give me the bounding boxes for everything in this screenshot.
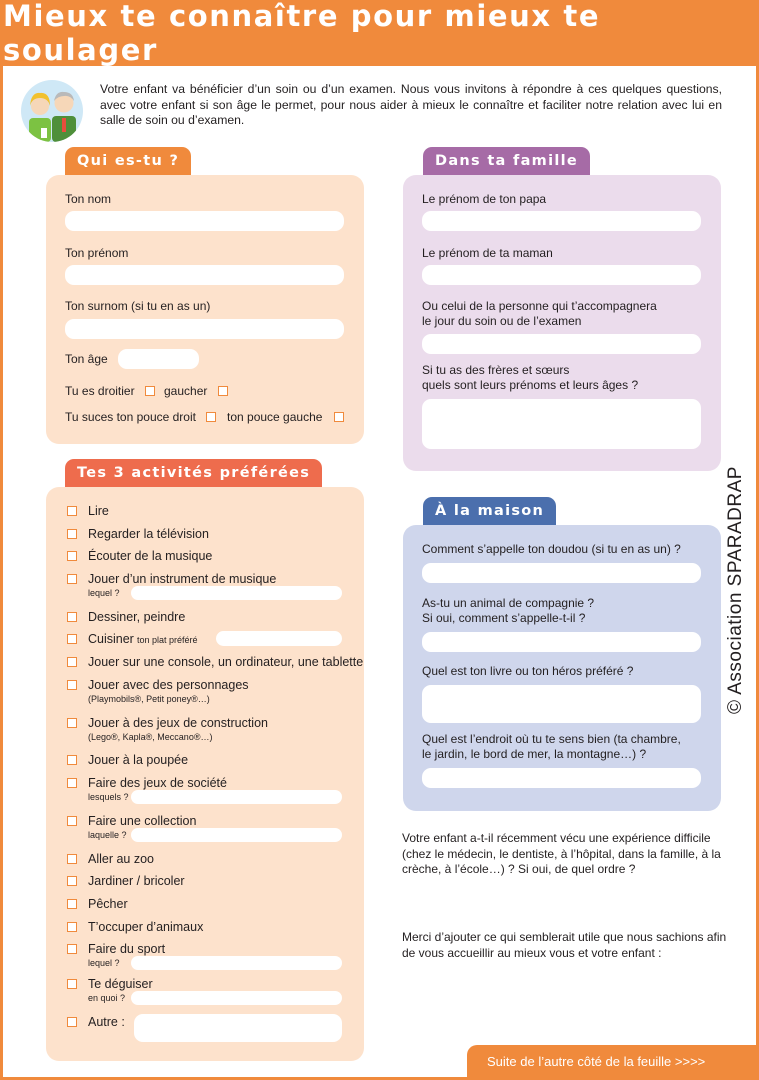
- activity-sub-prompt: lequel ?: [88, 958, 120, 968]
- activity-label: Jouer avec des personnages: [88, 678, 249, 692]
- pouce-gauche-checkbox[interactable]: [334, 412, 344, 422]
- papa-field[interactable]: [422, 211, 701, 231]
- activity-checkbox[interactable]: [67, 574, 77, 584]
- activity-checkbox[interactable]: [67, 718, 77, 728]
- tab-qui-es-tu: Qui es-tu ?: [65, 147, 191, 175]
- tab-dans-ta-famille: Dans ta famille: [423, 147, 590, 175]
- nom-label: Ton nom: [65, 192, 112, 206]
- activity-checkbox[interactable]: [67, 944, 77, 954]
- surnom-label: Ton surnom (si tu en as un): [65, 299, 211, 313]
- activity-label: Écouter de la musique: [88, 549, 213, 563]
- droitier-label: Tu es droitier: [65, 384, 135, 398]
- pouce-droit-label: Tu suces ton pouce droit: [65, 410, 196, 424]
- doudou-label: Comment s’appelle ton doudou (si tu en as un) ?: [422, 542, 681, 556]
- activity-label: Lire: [88, 504, 109, 518]
- endroit-label-line1: Quel est l’endroit où tu te sens bien (ta chambre,: [422, 732, 681, 746]
- pouce-droit-checkbox[interactable]: [206, 412, 216, 422]
- gaucher-label: gaucher: [164, 384, 208, 398]
- maman-field[interactable]: [422, 265, 701, 285]
- freres-field[interactable]: [422, 399, 701, 449]
- activity-label: Aller au zoo: [88, 852, 155, 866]
- intro-text: Votre enfant va bénéficier d’un soin ou d’un examen. Nous vous invitons à répondre à ces quelques questions, avec votre enfant si son âge le permet, pour nous aider à mieux le connaître et faciliter notre relation avec lui en salle de soin ou d’examen.: [100, 82, 722, 128]
- activity-checkbox[interactable]: [67, 922, 77, 932]
- freres-label-line2: quels sont leurs prénoms et leurs âges ?: [422, 378, 639, 392]
- tab-activites: Tes 3 activités préférées: [65, 459, 322, 487]
- activity-checkbox[interactable]: [67, 1017, 77, 1027]
- activity-checkbox[interactable]: [67, 979, 77, 989]
- activity-checkbox[interactable]: [67, 680, 77, 690]
- activity-label: Jouer à des jeux de construction: [88, 716, 268, 730]
- activity-sub-prompt: (Playmobils®, Petit poney®…): [88, 694, 210, 704]
- animal-label-line2: Si oui, comment s’appelle-t-il ?: [422, 611, 586, 625]
- accompagnant-label-line1: Ou celui de la personne qui t’accompagnera: [422, 299, 657, 313]
- next-page-link[interactable]: Suite de l’autre côté de la feuille >>>>: [467, 1045, 759, 1077]
- activity-sub-prompt: en quoi ?: [88, 993, 126, 1003]
- activity-label: Faire des jeux de société: [88, 776, 227, 790]
- pouce-gauche-label: ton pouce gauche: [227, 410, 323, 424]
- activity-checkbox[interactable]: [67, 816, 77, 826]
- activity-label: Jouer sur une console, un ordinateur, une tablette: [88, 655, 364, 669]
- activity-inline-prompt: ton plat préféré: [137, 635, 198, 645]
- activity-label: Te déguiser: [88, 977, 153, 991]
- parents-illustration: [21, 80, 83, 142]
- prenom-label: Ton prénom: [65, 246, 129, 260]
- age-field[interactable]: [118, 349, 199, 369]
- activity-checkbox[interactable]: [67, 755, 77, 765]
- activity-detail-field[interactable]: [131, 828, 342, 842]
- accompagnant-label-line2: le jour du soin ou de l’examen: [422, 314, 582, 328]
- papa-label: Le prénom de ton papa: [422, 192, 547, 206]
- activity-label: Faire une collection: [88, 814, 197, 828]
- activity-detail-field[interactable]: [216, 631, 342, 646]
- activity-checkbox[interactable]: [67, 506, 77, 516]
- experience-question: Votre enfant a-t-il récemment vécu une expérience difficile (chez le médecin, le dentiste, à l’hôpital, dans la famille, à la crèche, à l’école…) ? Si oui, de quel ordre ?: [402, 831, 721, 877]
- maison-section: [403, 525, 721, 811]
- activity-sub-prompt: lesquels ?: [88, 792, 129, 802]
- famille-section: [403, 175, 721, 471]
- activity-checkbox[interactable]: [67, 778, 77, 788]
- ajouter-question: Merci d’ajouter ce qui semblerait utile que nous sachions afin de vous accueillir au mieux vous et votre enfant :: [402, 930, 727, 960]
- animal-label-line1: As-tu un animal de compagnie ?: [422, 596, 595, 610]
- activity-sub-prompt: (Lego®, Kapla®, Meccano®…): [88, 732, 213, 742]
- activity-checkbox[interactable]: [67, 854, 77, 864]
- accompagnant-field[interactable]: [422, 334, 701, 354]
- endroit-label-line2: le jardin, le bord de mer, la montagne…) ?: [422, 747, 647, 761]
- activity-checkbox[interactable]: [67, 529, 77, 539]
- activity-detail-field[interactable]: [131, 956, 342, 970]
- tab-a-la-maison: À la maison: [423, 497, 556, 525]
- activity-checkbox[interactable]: [67, 657, 77, 667]
- page-title: Mieux te connaître pour mieux te soulager: [3, 0, 759, 66]
- doudou-field[interactable]: [422, 563, 701, 583]
- activity-label: Dessiner, peindre: [88, 610, 186, 624]
- activity-checkbox[interactable]: [67, 634, 77, 644]
- activity-label: Pêcher: [88, 897, 128, 911]
- activity-detail-field[interactable]: [131, 991, 342, 1005]
- activity-detail-field[interactable]: [131, 790, 342, 804]
- activity-label: Jouer d’un instrument de musique: [88, 572, 277, 586]
- droitier-checkbox[interactable]: [145, 386, 155, 396]
- livre-label: Quel est ton livre ou ton héros préféré ?: [422, 664, 634, 678]
- freres-label-line1: Si tu as des frères et sœurs: [422, 363, 570, 377]
- activity-sub-prompt: lequel ?: [88, 588, 120, 598]
- age-label: Ton âge: [65, 352, 108, 366]
- activity-checkbox[interactable]: [67, 551, 77, 561]
- animal-field[interactable]: [422, 632, 701, 652]
- activity-checkbox[interactable]: [67, 612, 77, 622]
- activity-checkbox[interactable]: [67, 876, 77, 886]
- prenom-field[interactable]: [65, 265, 344, 285]
- activity-sub-prompt: laquelle ?: [88, 830, 127, 840]
- activity-detail-field[interactable]: [131, 586, 342, 600]
- activity-label: Jouer à la poupée: [88, 753, 189, 767]
- autre-field[interactable]: [134, 1014, 342, 1042]
- activity-label: Regarder la télévision: [88, 527, 209, 541]
- livre-field[interactable]: [422, 685, 701, 723]
- copyright: © Association SPARADRAP: [725, 466, 746, 714]
- activity-label: T’occuper d’animaux: [88, 920, 204, 934]
- activity-checkbox[interactable]: [67, 899, 77, 909]
- surnom-field[interactable]: [65, 319, 344, 339]
- activity-label: Jardiner / bricoler: [88, 874, 185, 888]
- qui-es-tu-section: [46, 175, 364, 444]
- endroit-field[interactable]: [422, 768, 701, 788]
- activity-label: Autre :: [88, 1015, 125, 1029]
- activity-label: Cuisiner: [88, 632, 134, 646]
- maman-label: Le prénom de ta maman: [422, 246, 553, 260]
- nom-field[interactable]: [65, 211, 344, 231]
- gaucher-checkbox[interactable]: [218, 386, 228, 396]
- activity-label: Faire du sport: [88, 942, 166, 956]
